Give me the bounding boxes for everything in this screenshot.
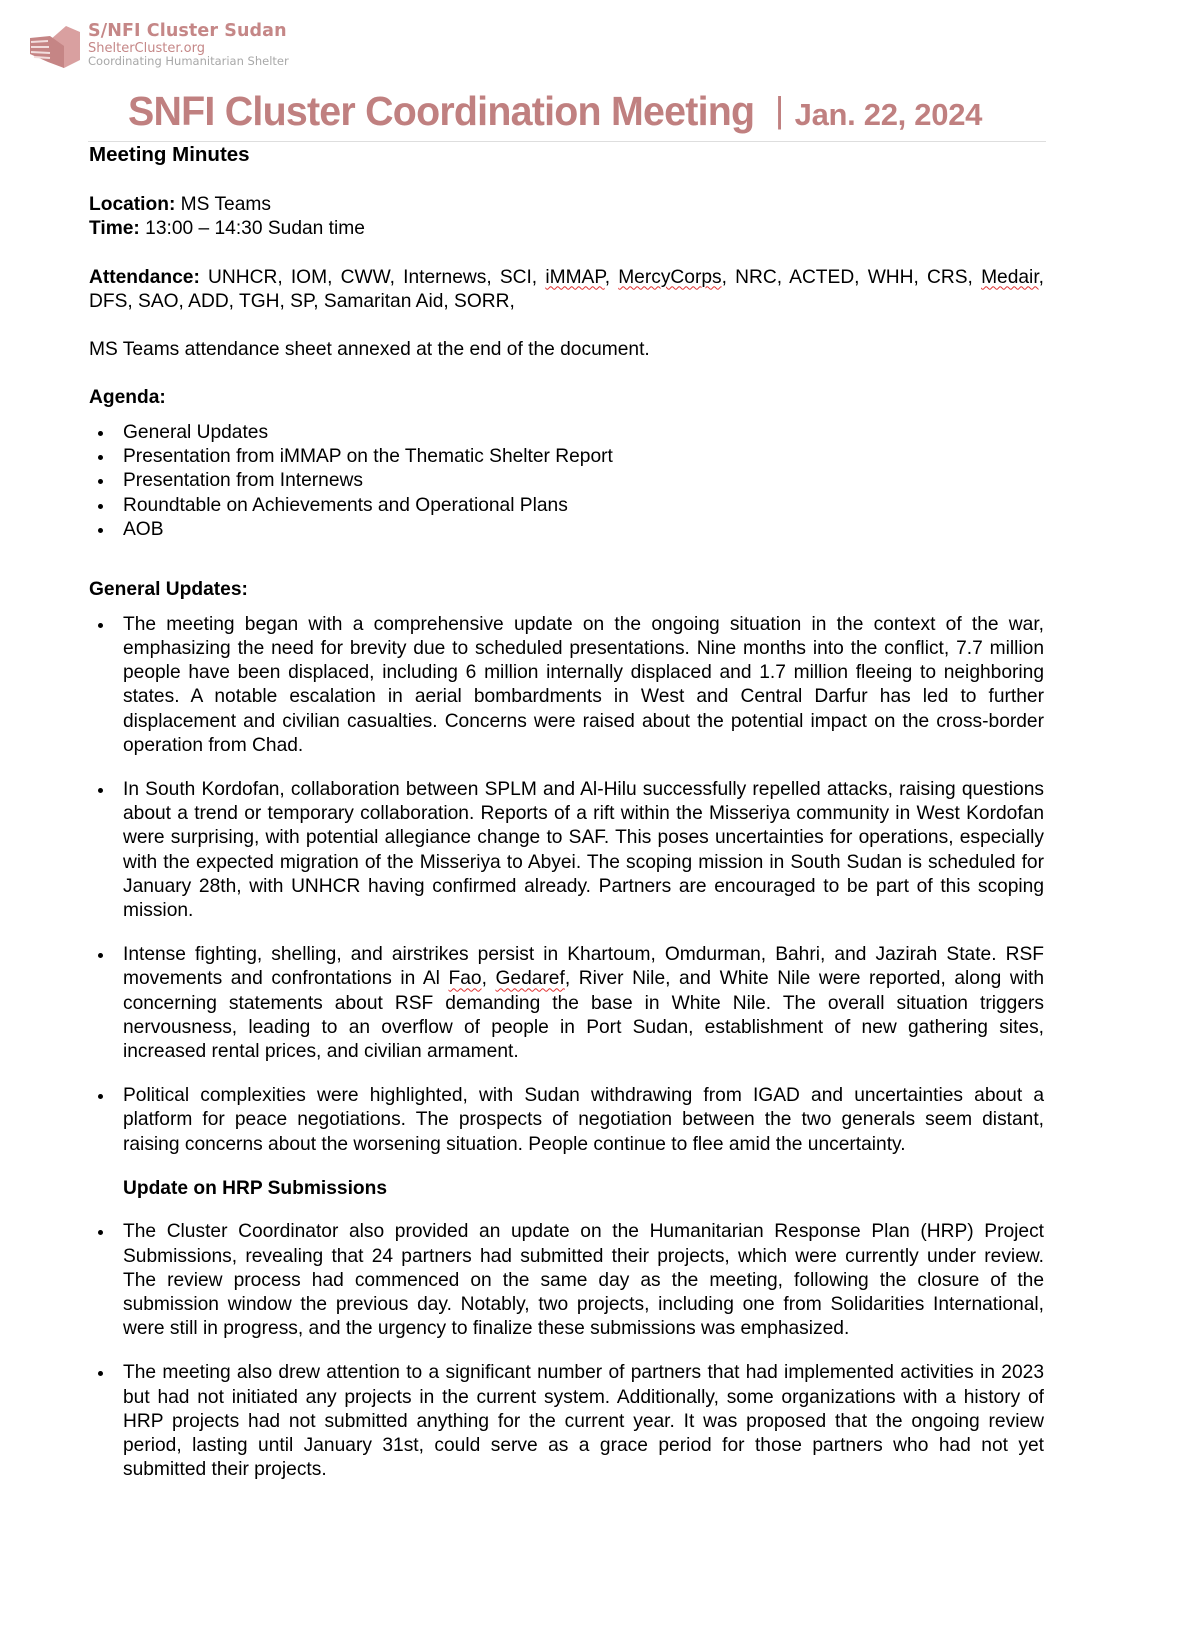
attendance-line bbox=[89, 266, 1044, 315]
bullet-icon bbox=[98, 504, 103, 509]
spellcheck-word: iMMAP bbox=[545, 266, 605, 288]
agenda-heading: Agenda: bbox=[89, 387, 166, 409]
agenda-item bbox=[89, 469, 1044, 493]
hrp-item bbox=[89, 1361, 1044, 1482]
page-title bbox=[128, 88, 982, 135]
time-label: Time: bbox=[89, 218, 140, 240]
update-item bbox=[89, 613, 1044, 759]
logo-tagline: Coordinating Humanitarian Shelter bbox=[88, 53, 289, 68]
bullet-icon bbox=[98, 528, 103, 533]
spellcheck-word: Fao bbox=[448, 968, 482, 990]
update-text: In South Kordofan, collaboration between SPLM and Al-Hilu successfully repelled attacks, raising questions about a trend or temporary collaboration. Reports of a rift within the Misseriya community in West Kordofan were surprising, with potential allegiance change to SAF. This poses uncertainties for operations, especially with the expected migration of the Misseriya to Abyei. The scoping mission in South Sudan is scheduled for January 28th, with UNHCR having confirmed already. Partners are encouraged to be part of this scoping mission. bbox=[123, 778, 1044, 922]
update-text: , bbox=[481, 968, 496, 990]
agenda-item bbox=[89, 421, 1044, 445]
update-text: , River Nile, and White Nile were reported, along with concerning statements about RSF demanding the base in White Nile. The overall situation triggers nervousness, leading to an overflow of people in Port Sudan, establishment of new gathering sites, increased rental prices, and civilian armament. bbox=[123, 968, 1044, 1063]
house-hand-icon bbox=[28, 22, 82, 70]
spellcheck-word: MercyCorps bbox=[618, 266, 722, 288]
agenda-item-text: Presentation from iMMAP on the Thematic Shelter Report bbox=[123, 446, 613, 468]
agenda-item bbox=[89, 518, 1044, 542]
location-label: Location: bbox=[89, 194, 176, 215]
cluster-logo bbox=[28, 22, 289, 72]
bullet-icon bbox=[98, 1094, 103, 1099]
update-text: Political complexities were highlighted, with Sudan withdrawing from IGAD and uncertainties about a platform for peace negotiations. The prospects of negotiation between the two generals seem distant, raising concerns about the worsening situation. People continue to flee amid the uncertainty. bbox=[123, 1085, 1044, 1155]
attendance-text: , NRC, ACTED, WHH, CRS, bbox=[721, 266, 982, 288]
agenda-item-text: General Updates bbox=[123, 421, 269, 443]
update-item bbox=[89, 1084, 1044, 1157]
update-text: The meeting began with a comprehensive update on the ongoing situation in the context of the war, emphasizing the need for brevity due to scheduled presentations. Nine months into the conflict, 7.7 million people have been displaced, including 6 million internally displaced and 1.7 million fleeing to neighboring states. A notable escalation in aerial bombardments in West and Central Darfur has led to further displacement and civilian casualties. Concerns were raised about the potential impact on the cross-border operation from Chad. bbox=[123, 613, 1044, 757]
document-body bbox=[89, 141, 1044, 1502]
bullet-icon bbox=[98, 479, 103, 484]
time-line bbox=[89, 217, 1044, 241]
logo-title: S/NFI Cluster Sudan bbox=[88, 21, 287, 41]
hrp-heading: Update on HRP Submissions bbox=[123, 1177, 388, 1199]
attendance-text: UNHCR, IOM, CWW, Internews, SCI, bbox=[199, 266, 546, 288]
update-item bbox=[89, 778, 1044, 924]
update-text: Intense fighting, shelling, and airstrikes persist in Khartoum, Omdurman, Bahri, and Jazirah State. RSF movements and confrontations in Al bbox=[123, 944, 1044, 990]
attendance-text: , bbox=[604, 266, 619, 288]
attendance-label: Attendance: bbox=[89, 266, 200, 288]
bullet-icon bbox=[98, 788, 103, 793]
location-line bbox=[89, 193, 1044, 217]
title-separator: | bbox=[774, 89, 785, 130]
bullet-icon bbox=[98, 1371, 103, 1376]
hrp-item bbox=[89, 1220, 1044, 1341]
bullet-icon bbox=[98, 953, 103, 958]
agenda-item bbox=[89, 494, 1044, 518]
hrp-text: The meeting also drew attention to a significant number of partners that had implemented activities in 2023 but had not initiated any projects in the current system. Additionally, some organizations with a history of HRP projects had not submitted anything for the current year. It was proposed that the ongoing review period, lasting until January 31st, could serve as a grace period for those partners who had not yet submitted their projects. bbox=[123, 1362, 1044, 1481]
logo-url: ShelterCluster.org bbox=[88, 40, 205, 56]
hrp-updates-list bbox=[89, 1220, 1044, 1482]
time-value: 13:00 – 14:30 Sudan time bbox=[139, 218, 365, 240]
agenda-item-text: Presentation from Internews bbox=[123, 470, 363, 492]
hrp-text: The Cluster Coordinator also provided an update on the Humanitarian Response Plan (HRP) Project Submissions, revealing that 24 partners had submitted their projects, which were currently under review. The review process had commenced on the same day as the meeting, following the closure of the submission window the previous day. Notably, two projects, including one from Solidarities International, were still in progress, and the urgency to finalize these submissions was emphasized. bbox=[123, 1221, 1044, 1340]
general-updates-list bbox=[89, 613, 1044, 1157]
agenda-list bbox=[89, 421, 1044, 542]
bullet-icon bbox=[98, 431, 103, 436]
spellcheck-word: Gedaref bbox=[495, 968, 565, 990]
location-value: MS Teams bbox=[175, 194, 271, 215]
bullet-icon bbox=[98, 623, 103, 628]
minutes-heading: Meeting Minutes bbox=[89, 143, 250, 166]
meeting-date: Jan. 22, 2024 bbox=[794, 97, 983, 132]
bullet-icon bbox=[98, 455, 103, 460]
meeting-title: SNFI Cluster Coordination Meeting bbox=[128, 88, 755, 134]
attendance-text: , DFS, SAO, ADD, TGH, SP, Samaritan Aid, SORR, bbox=[89, 266, 1044, 312]
agenda-item bbox=[89, 445, 1044, 469]
agenda-item-text: Roundtable on Achievements and Operational Plans bbox=[123, 494, 568, 516]
spellcheck-word: Medair bbox=[981, 266, 1039, 288]
update-item bbox=[89, 943, 1044, 1064]
bullet-icon bbox=[98, 1230, 103, 1235]
agenda-item-text: AOB bbox=[123, 518, 164, 540]
general-updates-heading: General Updates: bbox=[89, 579, 248, 601]
annex-note: MS Teams attendance sheet annexed at the end of the document. bbox=[89, 339, 650, 361]
